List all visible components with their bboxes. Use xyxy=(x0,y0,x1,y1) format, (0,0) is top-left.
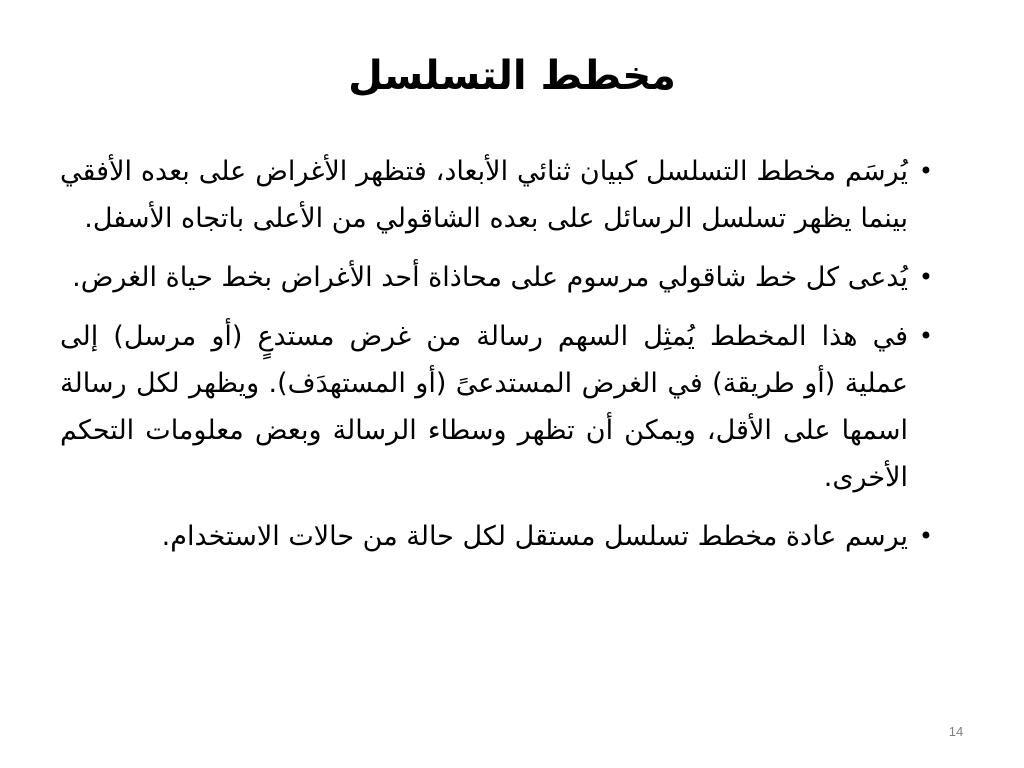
slide-title: مخطط التسلسل xyxy=(348,53,676,99)
bullet-icon: • xyxy=(918,322,934,350)
bullet-icon: • xyxy=(918,157,934,185)
bullet-item xyxy=(60,148,938,242)
bullet-icon: • xyxy=(918,263,934,291)
bullet-text: يرسم عادة مخطط تسلسل مستقل لكل حالة من حالات الاستخدام. xyxy=(161,521,908,552)
bullet-icon: • xyxy=(918,522,934,550)
bullet-list xyxy=(60,148,938,572)
bullet-text: يُدعى كل خط شاقولي مرسوم على محاذاة أحد الأغراض بخط حياة الغرض. xyxy=(72,262,908,293)
bullet-text: في هذا المخطط يُمثِل السهم رسالة من غرض مستدعٍ (أو مرسل) إلى عملية (أو طريقة) في الغرض المستدعىً (أو المستهدَف). ويظهر لكل رسالة اسمها على الأقل، ويمكن أن تظهر وسطاء الرسالة وبعض معلومات التحكم الأخرى. xyxy=(60,321,908,493)
bullet-text: يُرسَم مخطط التسلسل كبيان ثنائي الأبعاد، فتظهر الأغراض على بعده الأفقي بينما يظهر تسلسل الرسائل على بعده الشاقولي من الأعلى باتجاه الأسفل. xyxy=(60,156,908,234)
bullet-item xyxy=(60,513,938,560)
page-number: 14 xyxy=(948,724,964,739)
bullet-item xyxy=(60,254,938,301)
bullet-item xyxy=(60,313,938,501)
